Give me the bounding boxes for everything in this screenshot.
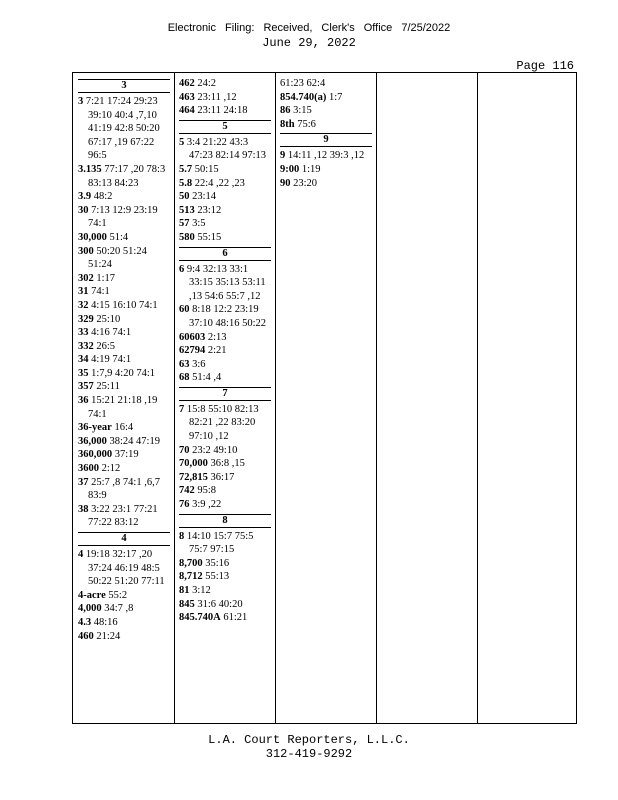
index-term: 32 [78, 299, 89, 311]
column-divider [275, 73, 276, 723]
page-line-refs: 36:17 [210, 471, 235, 483]
index-entry [179, 331, 271, 345]
page-line-refs: 1:7,9 4:20 74:1 [91, 367, 156, 379]
section-heading: 5 [179, 120, 271, 134]
index-term: 300 [78, 245, 94, 257]
index-entry [179, 557, 271, 571]
index-term: 81 [179, 585, 190, 596]
page-line-refs: 4:15 16:10 74:1 [91, 299, 158, 311]
page-line-refs: 26:5 [96, 340, 116, 352]
page-line-refs: 8:18 12:2 23:19 37:10 48:16 50:22 [189, 304, 267, 329]
index-term: 33 [78, 327, 89, 339]
index-entry [280, 149, 372, 163]
index-entry [179, 104, 271, 118]
section-heading: 8 [179, 514, 271, 528]
index-entry [78, 204, 170, 231]
page-line-refs: 23:14 [192, 191, 217, 203]
page-line-refs: 4:16 74:1 [91, 327, 132, 339]
index-entry [179, 598, 271, 612]
index-term: 36,000 [78, 435, 107, 447]
section-heading: 7 [179, 387, 271, 401]
index-entry [78, 190, 170, 204]
page-line-refs: 55:15 [197, 231, 222, 243]
index-column-1 [78, 77, 170, 645]
index-term: 68 [179, 372, 190, 384]
index-entry [78, 616, 170, 630]
index-section [280, 77, 372, 131]
index-term: 580 [179, 231, 195, 243]
index-term: 90 [280, 177, 291, 189]
index-term: 4,000 [78, 603, 102, 615]
page-line-refs: 36:8 ,15 [210, 458, 245, 470]
page-line-refs: 3:4 21:22 43:3 47:23 82:14 97:13 [186, 136, 267, 162]
index-term: 62794 [179, 345, 206, 357]
index-term: 72,815 [179, 471, 208, 483]
index-section [78, 79, 170, 530]
index-entry [179, 498, 271, 512]
index-entry [179, 136, 271, 163]
index-term: 34 [78, 354, 89, 366]
index-entry [179, 204, 271, 218]
index-term: 329 [78, 313, 94, 325]
index-section [179, 387, 271, 512]
index-term: 4.3 [78, 616, 92, 628]
section-heading: 6 [179, 247, 271, 261]
index-term: 50 [179, 191, 190, 203]
index-entry [179, 358, 271, 372]
page-line-refs: 3:12 [192, 585, 211, 596]
index-entry [179, 91, 271, 105]
index-entry [78, 462, 170, 476]
page-line-refs: 3:5 [192, 218, 206, 230]
index-entry [179, 217, 271, 231]
index-entry [280, 118, 372, 132]
index-entry [78, 163, 170, 190]
page-line-refs: 2:12 [101, 463, 121, 475]
index-term: 9:00 [280, 163, 300, 175]
page-line-refs: 38:24 47:19 [109, 435, 160, 447]
index-term: 6 [179, 263, 185, 275]
index-term: 70,000 [179, 458, 208, 470]
index-term: 3.135 [78, 163, 102, 175]
index-entry [179, 77, 271, 91]
index-entry [179, 263, 271, 304]
reporter-name: L.A. Court Reporters, L.L.C. [208, 733, 410, 747]
index-term: 845 [179, 598, 195, 610]
page-line-refs: 25:10 [96, 313, 121, 325]
page-line-refs: 37:19 [114, 449, 139, 461]
index-term: 302 [78, 272, 94, 284]
index-entry [78, 353, 170, 367]
index-term: 38 [78, 503, 89, 515]
word-index-frame [72, 72, 577, 724]
index-entry [179, 471, 271, 485]
page-line-refs: 25:7 ,8 74:1 ,6,7 83:9 [88, 476, 160, 502]
page-line-refs: 55:13 [205, 571, 230, 583]
index-section [179, 247, 271, 385]
index-entry [78, 421, 170, 435]
index-term: 3600 [78, 463, 99, 475]
index-entry [179, 403, 271, 444]
index-section [179, 514, 271, 625]
index-term: 4-acre [78, 589, 106, 601]
index-entry [78, 245, 170, 272]
page-line-refs: 1:7 [329, 91, 343, 103]
column-divider [477, 73, 478, 723]
page-line-refs: 23:12 [197, 204, 222, 216]
index-entry [78, 394, 170, 421]
index-entry [78, 285, 170, 299]
index-term: 35 [78, 367, 89, 379]
index-section [280, 133, 372, 190]
index-column-2 [179, 77, 271, 627]
index-entry [78, 589, 170, 603]
index-entry [179, 584, 271, 598]
page-line-refs: 23:2 49:10 [192, 444, 238, 456]
page-line-refs: 7:13 12:9 23:19 74:1 [88, 204, 158, 230]
page-line-refs: 14:11 ,12 39:3 ,12 [287, 150, 365, 162]
page-line-refs: 77:17 ,20 78:3 83:13 84:23 [88, 163, 166, 189]
page-line-refs: 61:21 [223, 612, 248, 624]
reporter-footer [0, 733, 618, 761]
index-term: 332 [78, 340, 94, 352]
hearing-date: June 29, 2022 [262, 36, 356, 50]
page-line-refs: 23:11 24:18 [197, 105, 248, 117]
index-entry [78, 448, 170, 462]
page-line-refs: 50:15 [194, 163, 219, 175]
index-term: 4 [78, 549, 84, 560]
index-term: 86 [280, 105, 291, 117]
page-line-refs: 23:11 ,12 [197, 91, 237, 103]
index-term: 854.740(a) [280, 91, 327, 103]
index-entry [280, 91, 372, 105]
page-line-refs: 4:19 74:1 [91, 354, 132, 366]
index-term: 63 [179, 358, 190, 370]
index-term: 76 [179, 499, 190, 511]
index-term: 60603 [179, 331, 206, 343]
index-term: 8 [179, 530, 185, 542]
page-line-refs: 9:4 32:13 33:1 33:15 35:13 53:11 ,13 54:6 55:7 ,12 [186, 263, 266, 302]
column-divider [376, 73, 377, 723]
index-term: 60 [179, 304, 190, 316]
page-line-refs: 21:24 [96, 630, 121, 642]
index-term: 5.8 [179, 177, 193, 189]
index-term: 9 [280, 150, 286, 162]
page-line-refs: 51:4 ,4 [192, 372, 222, 384]
page-line-refs: 55:2 [108, 589, 128, 601]
page-line-refs: 22:4 ,22 ,23 [194, 177, 245, 189]
index-entry [78, 231, 170, 245]
page-line-refs: 95:8 [197, 485, 217, 497]
index-entry [179, 371, 271, 385]
index-term: 30 [78, 204, 89, 216]
reporter-phone: 312-419-9292 [265, 747, 353, 761]
index-entry [179, 570, 271, 584]
index-entry [78, 367, 170, 381]
index-term: 3.9 [78, 191, 92, 203]
page-line-refs: 23:20 [293, 177, 318, 189]
page-line-refs: 25:11 [96, 381, 120, 393]
page-line-refs: 2:13 [207, 331, 227, 343]
page-line-refs: 3:6 [192, 358, 206, 370]
index-entry [179, 163, 271, 177]
index-entry [179, 303, 271, 330]
index-column-3 [280, 77, 372, 192]
index-entry [179, 611, 271, 625]
index-term: 8,712 [179, 571, 203, 583]
index-term: 360,000 [78, 449, 113, 461]
index-entry [280, 104, 372, 118]
index-term: 464 [179, 105, 195, 117]
page-line-refs: 74:1 [91, 286, 110, 298]
index-entry [78, 299, 170, 313]
index-term: 8,700 [179, 557, 203, 569]
index-term: 7 [179, 403, 185, 415]
page-line-refs: 3:9 ,22 [192, 499, 222, 511]
index-term: 37 [78, 476, 89, 488]
index-entry [78, 476, 170, 503]
column-divider [174, 73, 175, 723]
index-term: 31 [78, 286, 89, 298]
page-line-refs: 3:15 [293, 105, 312, 117]
index-section [179, 77, 271, 118]
index-term: 70 [179, 444, 190, 456]
index-entry [280, 77, 372, 91]
page-line-refs: 1:19 [301, 163, 321, 175]
index-entry [179, 344, 271, 358]
page-line-refs: 19:18 32:17 ,20 37:24 46:19 48:5 50:22 51:20 77:11 [85, 549, 165, 588]
index-term: 8th [280, 118, 295, 130]
section-heading: 3 [78, 79, 170, 93]
index-entry [78, 272, 170, 286]
index-term: 742 [179, 485, 195, 497]
index-term: 460 [78, 630, 94, 642]
index-entry [78, 380, 170, 394]
index-section [78, 532, 170, 643]
index-entry [78, 548, 170, 589]
index-entry [179, 190, 271, 204]
index-entry [179, 231, 271, 245]
index-entry [78, 630, 170, 644]
index-entry [179, 530, 271, 557]
index-entry [78, 503, 170, 530]
index-entry [179, 457, 271, 471]
page-line-refs: 16:4 [114, 422, 134, 434]
section-heading: 4 [78, 532, 170, 546]
index-term: 30,000 [78, 231, 107, 243]
index-entry [78, 602, 170, 616]
page-line-refs: 48:2 [93, 191, 113, 203]
page-line-refs: 3:22 23:1 77:21 77:22 83:12 [88, 503, 158, 529]
page-line-refs: 15:21 21:18 ,19 74:1 [88, 395, 158, 420]
page-line-refs: 50:20 51:24 51:24 [88, 245, 147, 271]
index-entry [78, 435, 170, 449]
index-term: 463 [179, 91, 195, 103]
index-entry [280, 163, 372, 177]
page-line-refs: 24:2 [197, 78, 217, 89]
page-line-refs: 35:16 [205, 557, 230, 569]
index-entry [78, 95, 170, 163]
page-line-refs: 31:6 40:20 [197, 598, 243, 610]
page-line-refs: 15:8 55:10 82:13 82:21 ,22 83:20 97:10 ,12 [186, 403, 259, 443]
index-entry [179, 484, 271, 498]
filing-stamp: Electronic Filing: Received, Clerk's Office 7/25/2022 [167, 22, 451, 34]
page-line-refs: 48:16 [93, 616, 118, 628]
index-term: 36 [78, 395, 89, 407]
page-line-refs: 51:4 [109, 231, 129, 243]
index-term: 5.7 [179, 163, 193, 175]
page-number: Page 116 [516, 59, 574, 73]
index-entry [179, 444, 271, 458]
page-line-refs: 1:17 [96, 272, 116, 284]
index-entry [78, 340, 170, 354]
index-term: 3 [78, 96, 84, 107]
index-term: 57 [179, 218, 190, 230]
page-line-refs: 61:23 62:4 [280, 78, 326, 89]
page-line-refs: 75:6 [297, 118, 316, 130]
index-entry [78, 326, 170, 340]
index-term: 357 [78, 381, 94, 393]
index-term: 36-year [78, 422, 112, 434]
page-line-refs: 7:21 17:24 29:23 39:10 40:4 ,7,10 41:19 42:8 50:20 67:17 ,19 67:22 96:5 [85, 96, 160, 162]
page-line-refs: 34:7 ,8 [104, 603, 134, 615]
index-entry [78, 313, 170, 327]
page-line-refs: 2:21 [207, 345, 227, 357]
index-term: 513 [179, 204, 195, 216]
page-line-refs: 14:10 15:7 75:5 75:7 97:15 [186, 530, 254, 556]
index-term: 5 [179, 136, 185, 148]
index-term: 462 [179, 78, 195, 89]
index-term: 845.740A [179, 612, 221, 624]
index-entry [179, 177, 271, 191]
index-entry [280, 177, 372, 191]
section-heading: 9 [280, 133, 372, 147]
index-section [179, 120, 271, 245]
